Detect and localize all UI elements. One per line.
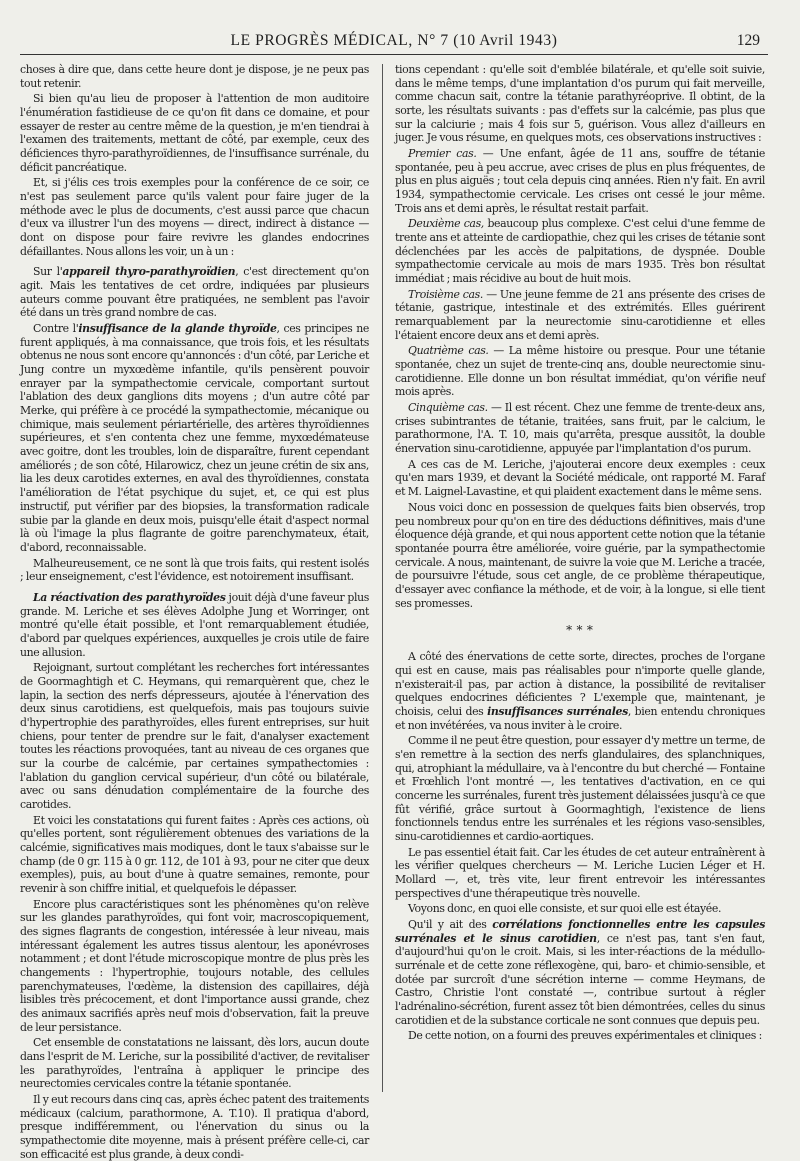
column-divider	[382, 64, 383, 1092]
paragraph-text: Sur l'	[33, 265, 63, 279]
paragraph-text: , ce n'est pas, tant s'en faut, d'aujourd'hui qu'on le croit. Mais, si les inter-réactions de la médullo-surrénale et de cette zone réflexogène, qui, baro- et chimio-sensible, et dotée par surcroît d'une sécrétion interne — comme Heymans, de Castro, Christie l'ont constaté —, contribue surtout à régler l'adrénalino-sécrétion, furent assez tôt bien démontrées, celles du sinus carotidien et de la substance corticale ne sont connues que depuis peu.	[395, 931, 765, 1027]
paragraph: Si bien qu'au lieu de proposer à l'attention de mon auditoire l'énumération fastidieuse de ce qu'on fit dans ce domaine, et pour essayer de rester au centre même de la question, je m'en tiendrai à l'examen des traitements, mettant de côté, par exemple, ceux des déficiences thyro-parathyroïdiennes, de l'insuffisance surrénale, du déficit pancréatique.	[20, 92, 369, 174]
case-paragraph	[395, 401, 765, 456]
paragraph: Comme il ne peut être question, pour essayer d'y mettre un terme, de s'en remettre à la section des nerfs glandulaires, des splanchniques, qui, atrophiant la médullaire, va à l'encontre du but cherché — Fontaine et Frœhlich l'ont montré —, les tentatives d'activation, en ce qui concerne les surrénales, furent très justement délaissées jusqu'à ce que fût vérifié, grâce surtout à Goormaghtigh, l'existence de liens fonctionnels tendus entre les surrénales et les régions vaso-sensibles, sinu-carotidiennes et cardio-aortiques.	[395, 734, 765, 843]
paragraph: Voyons donc, en quoi elle consiste, et sur quoi elle est étayée.	[408, 902, 722, 916]
paragraph-text: , bien entendu chroniques et non invétérées, va nous inviter à le croire.	[395, 704, 765, 732]
paragraph	[20, 265, 369, 320]
case-paragraph	[395, 288, 765, 343]
paragraph: Le pas essentiel était fait. Car les études de cet auteur entraînèrent à les vérifier quelques chercheurs — M. Leriche Lucien Léger et H. Mollard —, et, très vite, leur firent entrevoir les intéressantes perspectives d'une thérapeutique très nouvelle.	[395, 845, 765, 900]
paragraph-text: Contre l'	[33, 322, 79, 336]
paragraph-text: beaucoup plus complexe. C'est celui d'une femme de trente ans et atteinte de cardiopathie, chez qui les crises de tétanie sont déclenchées par les accès de palpitations, de dyspnée. Double sympathectomie cervicale au mois de mars 1935. Très bon résultat immédiat ; mais récidive au bout de huit mois.	[395, 217, 765, 286]
section-lead: insuffisances surrénales	[487, 704, 628, 718]
paragraph-text: Qu'il y ait des	[408, 917, 493, 931]
paragraph: Et voici les constatations qui furent faites : Après ces actions, où qu'elles portent, sont régulièrement obtenues des variations de la calcémie, significatives mais modiques, dont le taux s'abaisse sur le champ (de 0 gr. 115 à 0 gr. 112, de 101 à 93, pour ne citer que deux exemples), puis, au bout d'une à quatre semaines, remonte, pour revenir à son chiffre initial, et quelquefois le dépasser.	[20, 813, 369, 895]
paragraph: tions cependant : qu'elle soit d'emblée bilatérale, et qu'elle soit suivie, dans le même temps, d'une implantation d'os purum qui fait merveille, comme chacun sait, contre la tétanie parathyréoprive. Il obtint, de la sorte, les résultats suivants : pas d'effets sur la calcémie, pas plus que sur la calciurie ; mais 4 fois sur 5, guérison. Vous allez d'ailleurs en juger. Je vous résume, en quelques mots, ces observations instructives :	[395, 63, 765, 145]
paragraph: Cet ensemble de constatations ne laissant, dès lors, aucun doute dans l'esprit de M. Leriche, sur la possibilité d'activer, de revitaliser les parathyroïdes, l'entraîna à appliquer le principe des neurectomies cervicales contre la tétanie spontanée.	[20, 1036, 369, 1091]
journal-title: LE PROGRÈS MÉDICAL, N° 7 (10 Avril 1943)	[230, 32, 558, 49]
paragraph-text: , ces principes ne furent appliqués, à ma connaissance, que trois fois, et les résultats obtenus ne nous sont encore qu'annoncés : d'un côté, par Leriche et Jung contre un myxœdème infantile, qu'ils pensèrent pouvoir enrayer par la sympathectomie cervicale, comportant surtout l'ablation des deux ganglions dits moyens ; d'un autre côté par Merke, qui préfère à ce procédé la sympathectomie, mécanique ou chimique, mais seulement périartérielle, des artères thyroïdiennes supérieures, et s'en contenta chez une femme, myxœdémateuse avec goitre, dont les troubles, loin de disparaître, furent cependant améliorés ; de son côté, Hilarowicz, chez un jeune crétin de six ans, lia les deux carotides externes, en aval des thyroïdiennes, constata l'amélioration de l'état psychique du sujet, et, ce qui est plus instructif, put vérifier par des biopsies, la transformation radicale subie par la glande en deux mois, puisqu'elle était d'aspect normal là où l'image la plus flagrante de goitre parenchymateux, était, d'abord, reconnaissable.	[20, 322, 369, 554]
case-lead: Quatrième cas.	[408, 344, 489, 358]
paragraph: De cette notion, on a fourni des preuves expérimentales et cliniques :	[408, 1029, 762, 1043]
paragraph	[20, 591, 369, 659]
section-lead: insuffisance de la glande thyroïde	[78, 322, 277, 336]
case-paragraph	[395, 217, 765, 285]
case-paragraph	[395, 147, 765, 215]
paragraph	[395, 650, 765, 732]
page-number: 129	[736, 32, 760, 49]
paragraph: choses à dire que, dans cette heure dont je dispose, je ne peux pas tout retenir.	[20, 63, 369, 90]
section-lead: appareil thyro-parathyroïdien	[62, 265, 236, 279]
paragraph: Encore plus caractéristiques sont les phénomènes qu'on relève sur les glandes parathyroïdes, qui font voir, macroscopiquement, des signes flagrants de congestion, intéressée à leur niveau, mais intéressant également les autres tissus alentour, les aponévroses notamment ; et dont l'étude microscopique montre de plus près les changements : l'hypertrophie, toujours notable, des cellules parenchymateuses, l'œdème, la distension des capillaires, déjà lisibles très précocement, et dont l'importance aussi grande, chez des animaux sacrifiés après neuf mois d'observation, fait la preuve de leur persistance.	[20, 897, 369, 1034]
section-separator: * * *	[566, 623, 594, 638]
section-lead: corrélations fonctionnelles entre les capsules surrénales et le sinus carotidien	[395, 917, 765, 945]
paragraph-text: A côté des énervations de cette sorte, directes, proches de l'organe qui est en cause, mais pas réalisables pour n'importe quelle glande, n'existerait-il pas, par action à distance, la possibilité de revitaliser quelques endocrines déficientes ? L'exemple que, maintenant, je choisis, celui des	[395, 650, 765, 718]
paragraph: Rejoignant, surtout complétant les recherches fort intéressantes de Goormaghtigh et C. Heymans, qui remarquèrent que, chez le lapin, la section des nerfs dépresseurs, ajoutée à l'énervation des deux sinus carotidiens, est quelquefois, mais pas toujours suivie d'hypertrophie des parathyroïdes, elles furent entreprises, sur huit chiens, pour tenter de prendre sur le fait, d'analyser exactement toutes les réactions provoquées, tant au niveau de ces organes que sur la courbe de calcémie, par certaines sympathectomies : l'ablation du ganglion cervical supérieur, d'un côté ou bilatérale, avec ou sans dénudation complémentaire de la fourche des carotides.	[20, 661, 369, 811]
paragraph-text: jouit déjà d'une faveur plus grande. M. Leriche et ses élèves Adolphe Jung et Worringer, ont montré qu'elle était possible, et l'ont remarquablement étudiée, d'abord par quelques expériences, auxquelles je crois utile de faire une allusion.	[20, 590, 369, 659]
case-lead: Deuxième cas,	[408, 217, 484, 231]
paragraph: A ces cas de M. Leriche, j'ajouterai encore deux exemples : ceux qu'en mars 1939, et devant la Société médicale, ont rapporté M. Faraf et M. Laignel-Lavastine, et qui plaident exactement dans le même sens.	[395, 457, 765, 499]
running-header	[20, 30, 768, 55]
paragraph: Nous voici donc en possession de quelques faits bien observés, trop peu nombreux pour qu'on en tire des déductions définitives, mais d'une éloquence déjà grande, et qui nous apportent cette notion que la tétanie spontanée pourra être améliorée, voire guérie, par la sympathectomie cervicale. A nous, maintenant, de suivre la voie que M. Leriche a tracée, de poursuivre l'étude, sous cet angle, de ce problème thérapeutique, d'essayer avec confiance la méthode, et de voir, à la longue, si elle tient ses promesses.	[395, 500, 765, 610]
case-lead: Premier cas.	[408, 147, 477, 161]
paragraph: Et, si j'élis ces trois exemples pour la conférence de ce soir, ce n'est pas seulement parce qu'ils valent pour faire juger de la méthode avec le plus de documents, c'est aussi parce que chacun d'eux va illustrer l'un des moyens — direct, indirect à distance — dont on dispose pour faire revivre les glandes endocrines défaillantes. Nous allons les voir, un à un :	[20, 176, 369, 258]
right-column	[395, 63, 765, 1095]
paragraph-text: — Une jeune femme de 21 ans présente des crises de tétanie, gastrique, intestinale et des extrémités. Elles guérirent remarquablement par la neurectomie sinu-carotidienne et elles l'étaient encore deux ans et demi après.	[395, 287, 765, 342]
paragraph-text: — Il est récent. Chez une femme de trente-deux ans, crises subintrantes de tétanie, traitées, sans fruit, par le calcium, le parathormone, l'A. T. 10, mais qu'arrêta, presque aussitôt, la double énervation sinu-carotidienne, appuyée par l'implantation d'os purum.	[395, 401, 765, 456]
left-column	[20, 63, 370, 1161]
paragraph	[395, 918, 765, 1027]
paragraph-text: — Une enfant, âgée de 11 ans, souffre de tétanie spontanée, peu à peu accrue, avec crises de plus en plus fréquentes, de plus en plus aiguës ; tout cela depuis cinq années. Rien n'y fait. En avril 1934, sympathectomie cervicale. Les crises ont cessé le jour même. Trois ans et demi après, le résultat restait parfait.	[395, 147, 765, 215]
case-paragraph	[395, 344, 765, 399]
case-lead: Cinquième cas.	[408, 401, 488, 415]
case-lead: Troisième cas.	[408, 287, 483, 301]
paragraph: Malheureusement, ce ne sont là que trois faits, qui restent isolés ; leur enseignement, c'est l'évidence, est notoirement insuffisant.	[20, 556, 369, 584]
paragraph: Il y eut recours dans cinq cas, après échec patent des traitements médicaux (calcium, parathormone, A. T.10). Il pratiqua d'abord, presque indifféremment, ou l'énervation du sinus ou la sympathectomie dite moyenne, mais à présent préfère celle-ci, car son efficacité est plus grande, à deux condi-	[20, 1093, 369, 1161]
paragraph-text: , c'est directement qu'on agit. Mais les tentatives de cet ordre, indiquées par plusieurs auteurs comme pouvant être pratiquées, ne semblent pas l'avoir été dans un très grand nombre de cas.	[20, 265, 370, 320]
paragraph	[20, 322, 369, 554]
paragraph-text: — La même histoire ou presque. Pour une tétanie spontanée, chez un sujet de trente-cinq ans, double neurectomie sinu-carotidienne. Elle donne un bon résultat immédiat, qu'on vérifie neuf mois après.	[395, 344, 765, 399]
section-lead: La réactivation des parathyroïdes	[33, 590, 226, 604]
